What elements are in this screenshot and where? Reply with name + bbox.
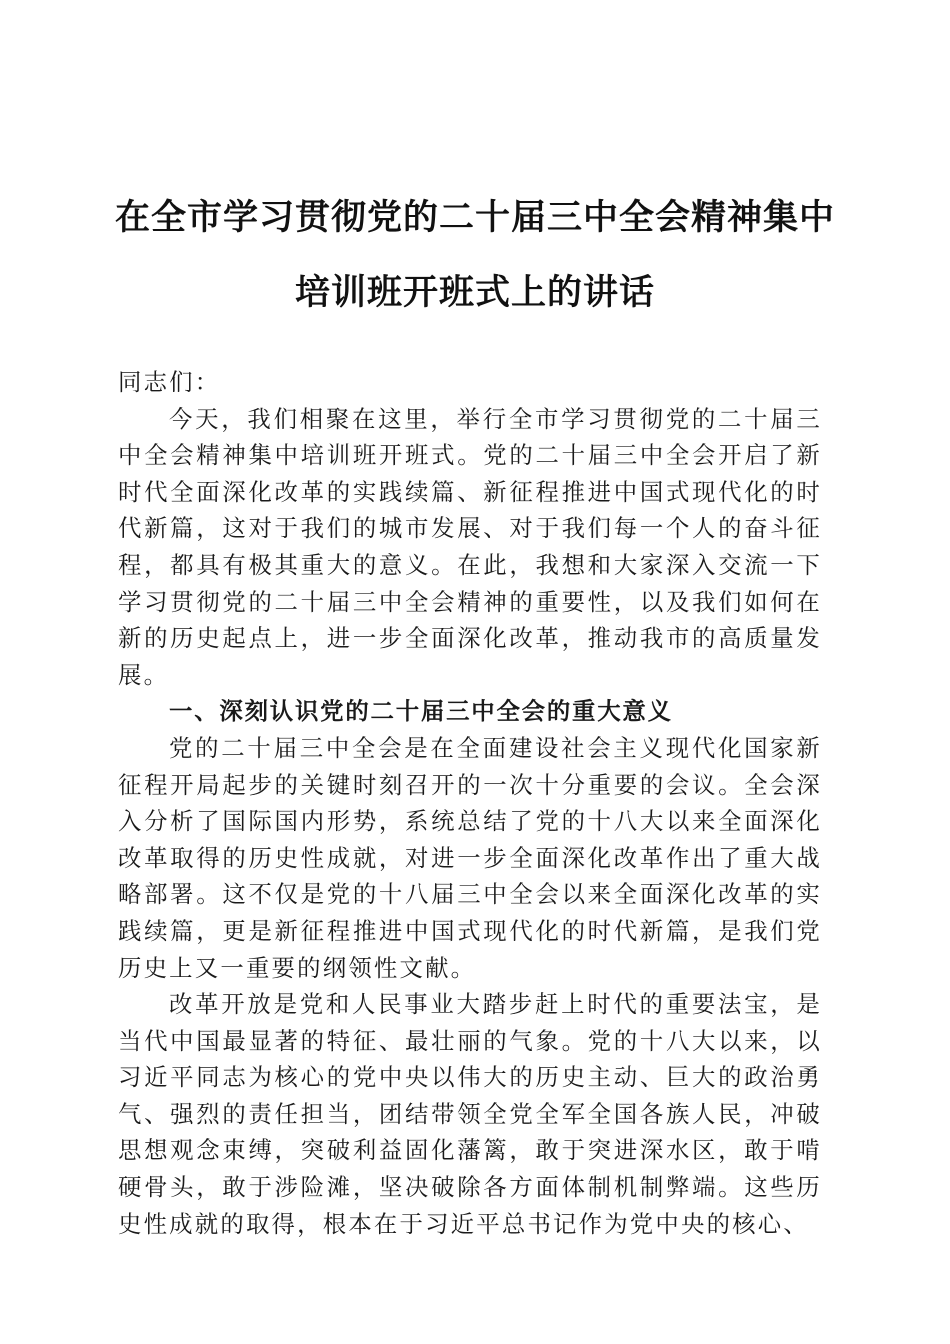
paragraph-intro: 今天，我们相聚在这里，举行全市学习贯彻党的二十届三中全会精神集中培训班开班式。党的二十届三中全会开启了新时代全面深化改革的实践续篇、新征程推进中国式现代化的时代新篇，这对于我们的城市发展、对于我们每一个人的奋斗征程，都具有极其重大的意义。在此，我想和大家深入交流一下学习贯彻党的二十届三中全会精神的重要性，以及我们如何在新的历史起点上，进一步全面深化改革，推动我市的高质量发展。 <box>118 404 822 689</box>
document-body <box>118 364 822 1242</box>
paragraph-significance: 党的二十届三中全会是在全面建设社会主义现代化国家新征程开局起步的关键时刻召开的一次十分重要的会议。全会深入分析了国际国内形势，系统总结了党的十八大以来全面深化改革取得的历史性成就，对进一步全面深化改革作出了重大战略部署。这不仅是党的十八届三中全会以来全面深化改革的实践续篇，更是新征程推进中国式现代化的时代新篇，是我们党历史上又一重要的纲领性文献。 <box>118 733 822 982</box>
salutation: 同志们： <box>118 368 221 396</box>
document-title-line-2: 培训班开班式上的讲话 <box>294 273 655 313</box>
section-heading: 一、深刻认识党的二十届三中全会的重大意义 <box>169 697 673 726</box>
document-title-line-1: 在全市学习贯彻党的二十届三中全会精神集中 <box>114 198 835 238</box>
paragraph-reform: 改革开放是党和人民事业大踏步赶上时代的重要法宝，是当代中国最显著的特征、最壮丽的气象。党的十八大以来，以习近平同志为核心的党中央以伟大的历史主动、巨大的政治勇气、强烈的责任担当，团结带领全党全军全国各族人民，冲破思想观念束缚，突破利益固化藩篱，敢于突进深水区，敢于啃硬骨头，敢于涉险滩，坚决破除各方面体制机制弊端。这些历史性成就的取得，根本在于习近平总书记作为党中央的核心、 <box>118 990 822 1238</box>
